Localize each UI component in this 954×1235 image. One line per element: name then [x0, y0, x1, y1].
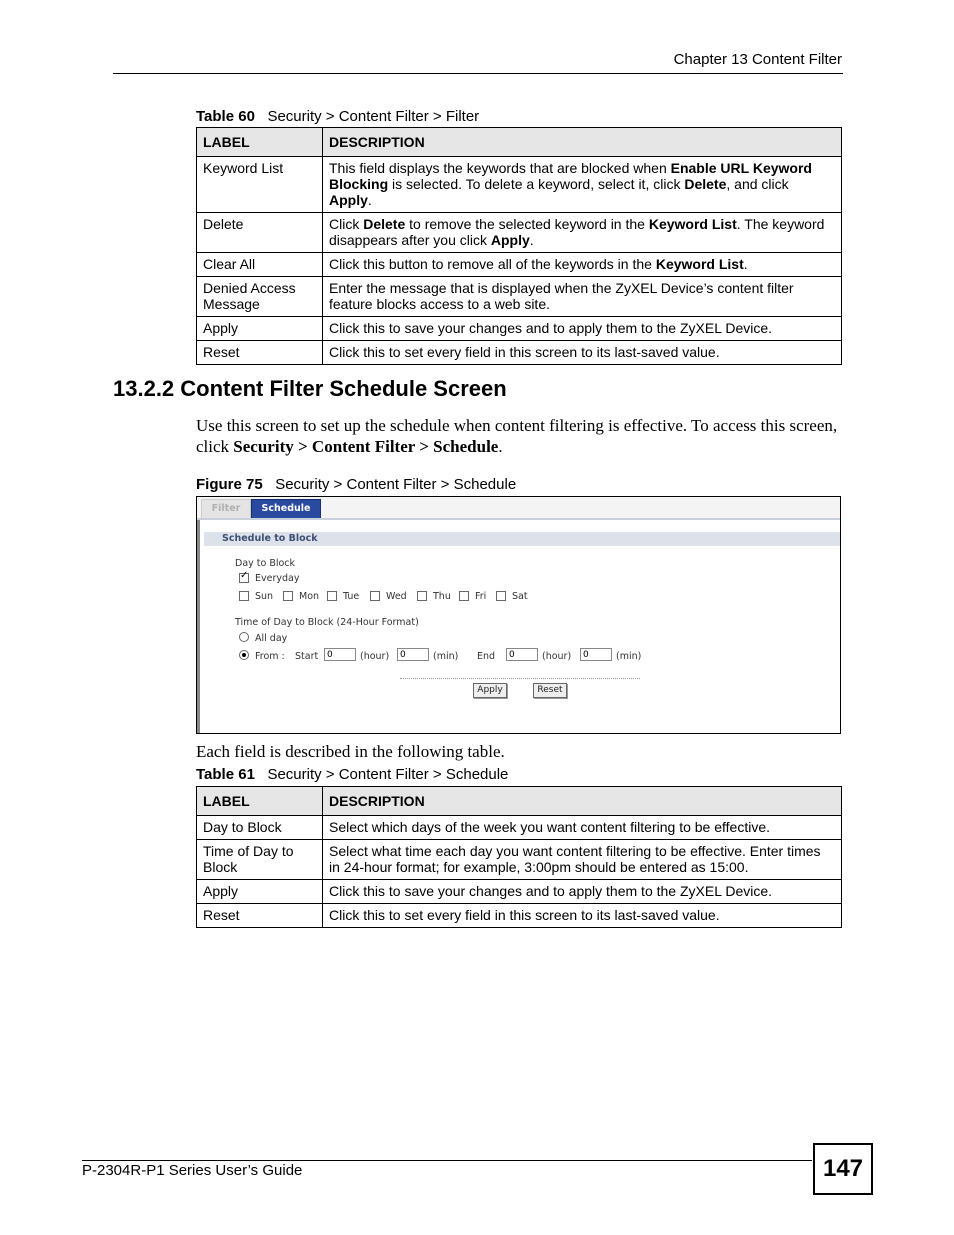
row-description: Click this to set every field in this screen to its last-saved value.	[323, 341, 842, 365]
header-description: DESCRIPTION	[323, 128, 842, 157]
schedule-section-head: Schedule to Block	[204, 532, 840, 546]
end-min-unit: (min)	[616, 651, 642, 662]
figure75-caption-num: Figure 75	[196, 476, 263, 493]
from-radio[interactable]	[239, 650, 249, 660]
mon-checkbox[interactable]	[283, 591, 293, 601]
all-day-radio[interactable]	[239, 632, 249, 642]
row-label: Day to Block	[197, 816, 323, 840]
table60-caption	[196, 108, 479, 125]
sun-label: Sun	[255, 591, 274, 602]
row-label: Keyword List	[197, 157, 323, 213]
end-label: End	[477, 651, 496, 662]
tue-checkbox[interactable]	[327, 591, 337, 601]
start-min-input[interactable]: 0	[397, 648, 429, 661]
start-hour-input[interactable]: 0	[324, 648, 356, 661]
table-row	[197, 880, 842, 904]
intro-path: Security > Content Filter > Schedule	[233, 437, 499, 456]
row-description: Enter the message that is displayed when the ZyXEL Device’s content filter feature blocks access to a web site.	[323, 277, 842, 317]
table-row	[197, 213, 842, 253]
table61-caption-text: Security > Content Filter > Schedule	[267, 766, 509, 783]
row-label: Apply	[197, 880, 323, 904]
intro-text: Use this screen to set up the schedule when content filtering is effective. To access this screen, click	[196, 416, 838, 456]
wed-label: Wed	[386, 591, 407, 602]
from-label: From :	[255, 651, 285, 662]
end-hour-input[interactable]: 0	[506, 648, 538, 661]
day-to-block-label: Day to Block	[235, 558, 296, 569]
fri-label: Fri	[475, 591, 487, 602]
table61	[196, 786, 842, 928]
time-of-day-label: Time of Day to Block (24-Hour Format)	[235, 617, 419, 628]
page-number: 147	[813, 1143, 873, 1195]
sun-checkbox[interactable]	[239, 591, 249, 601]
row-label: Reset	[197, 341, 323, 365]
table60-caption-text: Security > Content Filter > Filter	[267, 108, 480, 125]
row-description: Select which days of the week you want content filtering to be effective.	[323, 816, 842, 840]
row-description: Click this to save your changes and to apply them to the ZyXEL Device.	[323, 880, 842, 904]
row-description: Click Delete to remove the selected keyword in the Keyword List. The keyword disappears after you click Apply.	[323, 213, 842, 253]
everyday-checkbox[interactable]	[239, 573, 249, 583]
footer-rule	[82, 1160, 812, 1161]
sat-checkbox[interactable]	[496, 591, 506, 601]
reset-button[interactable]: Reset	[533, 683, 567, 698]
schedule-screenshot	[196, 496, 841, 734]
table-row	[197, 157, 842, 213]
row-description: Click this to save your changes and to apply them to the ZyXEL Device.	[323, 317, 842, 341]
fri-checkbox[interactable]	[459, 591, 469, 601]
table61-caption-num: Table 61	[196, 766, 255, 783]
apply-button[interactable]: Apply	[473, 683, 507, 698]
section-title: 13.2.2 Content Filter Schedule Screen	[113, 376, 507, 401]
sat-label: Sat	[512, 591, 528, 602]
end-hour-unit: (hour)	[542, 651, 572, 662]
header-description: DESCRIPTION	[323, 787, 842, 816]
row-description: Click this button to remove all of the keywords in the Keyword List.	[323, 253, 842, 277]
table60-caption-num: Table 60	[196, 108, 255, 125]
row-label: Denied Access Message	[197, 277, 323, 317]
intro-end: .	[498, 437, 503, 456]
table-row	[197, 840, 842, 880]
chapter-header: Chapter 13 Content Filter	[673, 51, 842, 68]
row-label: Delete	[197, 213, 323, 253]
table-row	[197, 277, 842, 317]
everyday-label: Everyday	[255, 573, 300, 584]
figure75-caption-text: Security > Content Filter > Schedule	[275, 476, 517, 493]
row-label: Time of Day to Block	[197, 840, 323, 880]
tab-bar	[197, 497, 840, 520]
intro-paragraph	[196, 415, 846, 457]
table-row	[197, 904, 842, 928]
dotted-divider	[400, 678, 640, 679]
table-row	[197, 253, 842, 277]
header-rule	[113, 73, 843, 74]
row-description: Click this to set every field in this screen to its last-saved value.	[323, 904, 842, 928]
end-min-input[interactable]: 0	[580, 648, 612, 661]
start-min-unit: (min)	[433, 651, 459, 662]
wed-checkbox[interactable]	[370, 591, 380, 601]
thu-label: Thu	[433, 591, 451, 602]
figure75-caption	[196, 476, 516, 493]
thu-checkbox[interactable]	[417, 591, 427, 601]
all-day-label: All day	[255, 633, 288, 644]
table-row	[197, 317, 842, 341]
tue-label: Tue	[343, 591, 360, 602]
table-header-row	[197, 128, 842, 157]
row-description: Select what time each day you want content filtering to be effective. Enter times in 24-hour format; for example, 3:00pm should be entered as 15:00.	[323, 840, 842, 880]
row-label: Clear All	[197, 253, 323, 277]
table61-caption	[196, 766, 508, 783]
row-description: This field displays the keywords that are blocked when Enable URL Keyword Blocking is selected. To delete a keyword, select it, click Delete, and click Apply.	[323, 157, 842, 213]
table-header-row	[197, 787, 842, 816]
guide-title: P-2304R-P1 Series User’s Guide	[82, 1162, 303, 1179]
tab-schedule[interactable]: Schedule	[251, 499, 321, 518]
after-figure-text: Each field is described in the following table.	[196, 742, 505, 761]
start-label: Start	[295, 651, 319, 662]
row-label: Reset	[197, 904, 323, 928]
table-row	[197, 816, 842, 840]
table60	[196, 127, 842, 365]
header-label: LABEL	[197, 787, 323, 816]
row-label: Apply	[197, 317, 323, 341]
schedule-panel	[197, 520, 840, 733]
table-row	[197, 341, 842, 365]
header-label: LABEL	[197, 128, 323, 157]
start-hour-unit: (hour)	[360, 651, 390, 662]
tab-filter[interactable]: Filter	[201, 499, 251, 518]
mon-label: Mon	[299, 591, 320, 602]
